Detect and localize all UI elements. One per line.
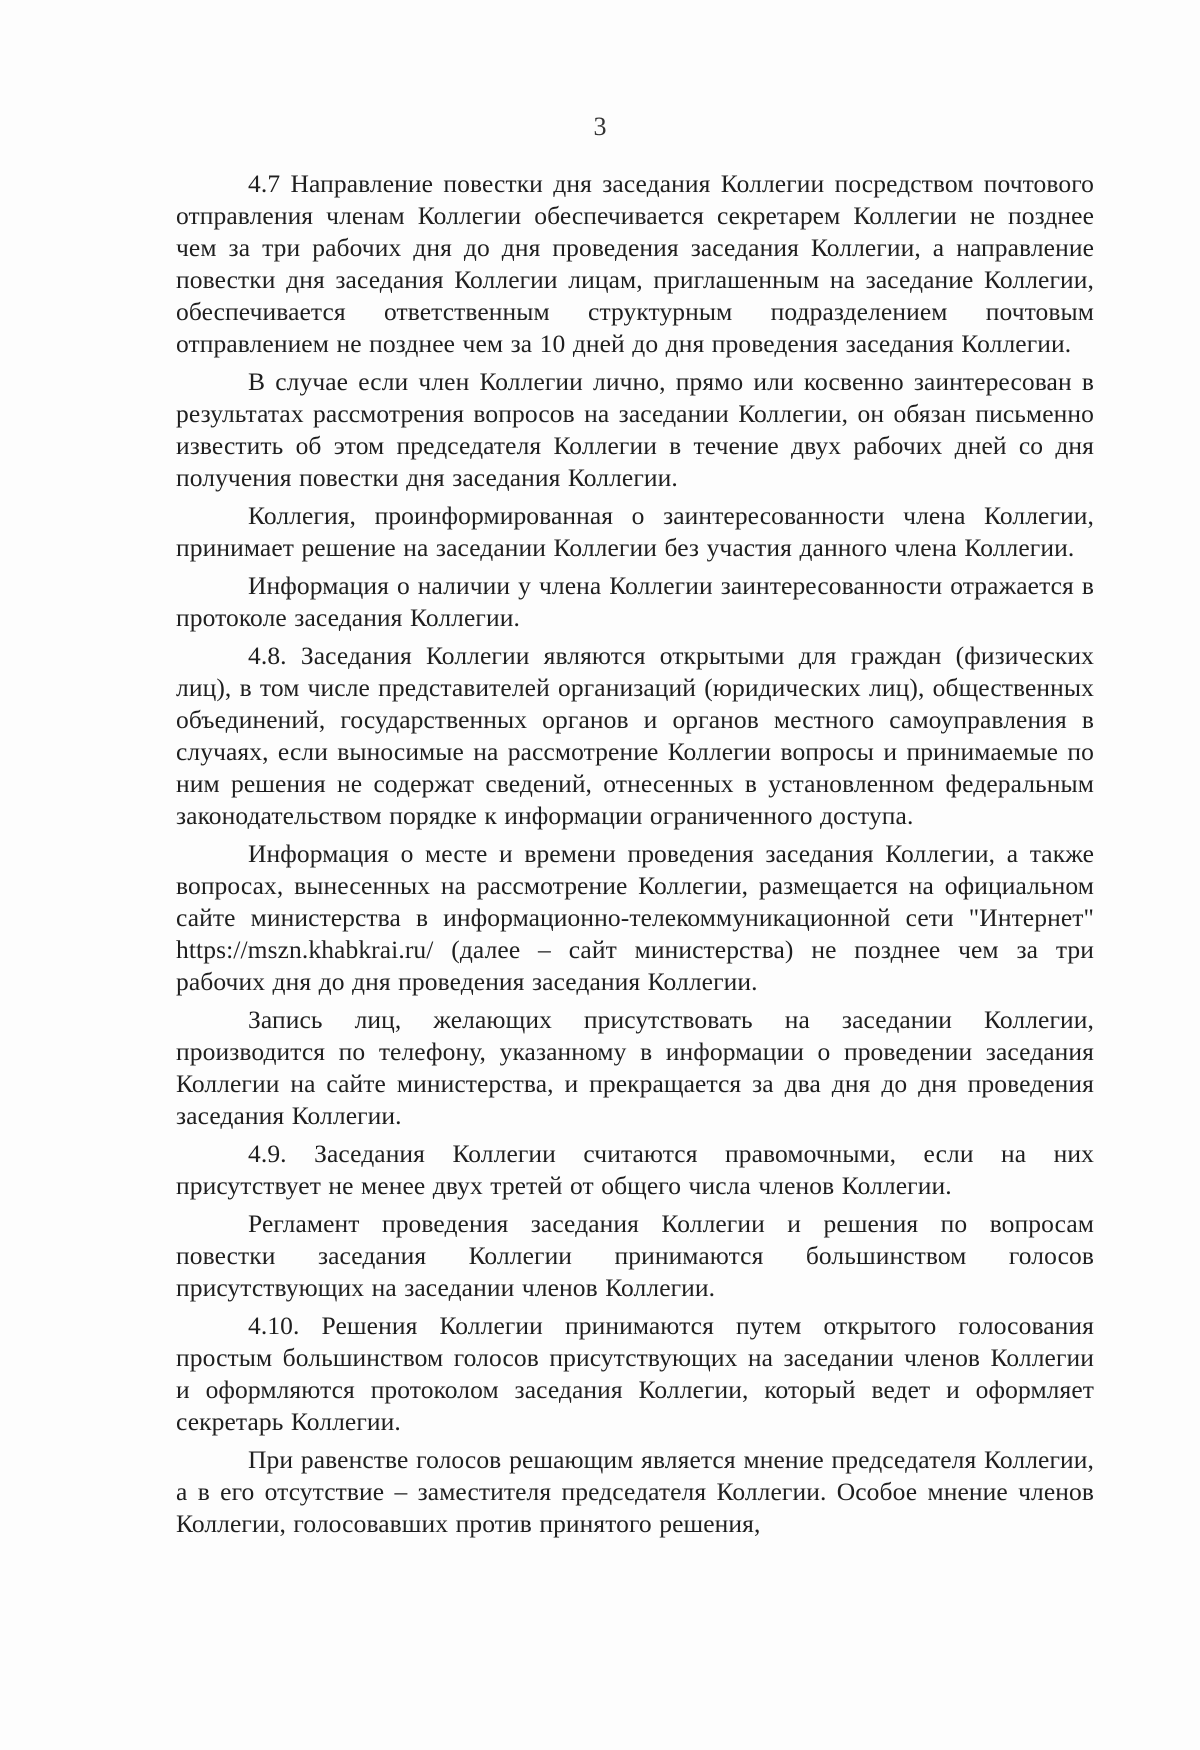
- paragraph-4-9: 4.9. Заседания Коллегии считаются правомочными, если на них присутствует не менее двух третей от общего числа членов Коллегии.: [176, 1139, 1094, 1200]
- paragraph-registration: Запись лиц, желающих присутствовать на заседании Коллегии, производится по телефону, указанному в информации о проведении заседания Коллегии на сайте министерства, и прекращается за два дня до дня проведения заседания Коллегии.: [176, 1005, 1094, 1130]
- paragraph-reglament: Регламент проведения заседания Коллегии и решения по вопросам повестки заседания Коллегии принимаются большинством голосов присутствующих на заседании членов Коллегии.: [176, 1209, 1094, 1302]
- paragraph-decision-without-member: Коллегия, проинформированная о заинтересованности члена Коллегии, принимает решение на заседании Коллегии без участия данного члена Коллегии.: [176, 501, 1094, 562]
- paragraph-conflict-interest: В случае если член Коллегии лично, прямо или косвенно заинтересован в результатах рассмотрения вопросов на заседании Коллегии, он обязан письменно известить об этом председателя Коллегии в течение двух рабочих дней со дня получения повестки дня заседания Коллегии.: [176, 367, 1094, 492]
- paragraph-meeting-info-website: Информация о месте и времени проведения заседания Коллегии, а также вопросах, вынесенных на рассмотрение Коллегии, размещается на официальном сайте министерства в информационно-телекоммуникационной сети "Интернет" https://mszn.khabkrai.ru/ (далее – сайт министерства) не позднее чем за три рабочих дня до дня проведения заседания Коллегии.: [176, 839, 1094, 996]
- paragraph-equal-votes: При равенстве голосов решающим является мнение председателя Коллегии, а в его отсутствие – заместителя председателя Коллегии. Особое мнение членов Коллегии, голосовавших против принятого решения,: [176, 1445, 1094, 1538]
- paragraph-4-7: 4.7 Направление повестки дня заседания Коллегии посредством почтового отправления членам Коллегии обеспечивается секретарем Коллегии не позднее чем за три рабочих дня до дня проведения заседания Коллегии, а направление повестки дня заседания Коллегии лицам, приглашенным на заседание Коллегии, обеспечивается ответственным структурным подразделением почтовым отправлением не позднее чем за 10 дней до дня проведения заседания Коллегии.: [176, 169, 1094, 358]
- paragraph-4-10: 4.10. Решения Коллегии принимаются путем открытого голосования простым большинством голосов присутствующих на заседании членов Коллегии и оформляются протоколом заседания Коллегии, который ведет и оформляет секретарь Коллегии.: [176, 1311, 1094, 1436]
- paragraph-interest-recorded: Информация о наличии у члена Коллегии заинтересованности отражается в протоколе заседания Коллегии.: [176, 571, 1094, 632]
- page-number: 3: [593, 112, 607, 141]
- paragraph-4-8: 4.8. Заседания Коллегии являются открытыми для граждан (физических лиц), в том числе представителей организаций (юридических лиц), общественных объединений, государственных органов и органов местного самоуправления в случаях, если выносимые на рассмотрение Коллегии вопросы и принимаемые по ним решения не содержат сведений, отнесенных в установленном федеральным законодательством порядке к информации ограниченного доступа.: [176, 641, 1094, 830]
- document-body: [176, 168, 1094, 1546]
